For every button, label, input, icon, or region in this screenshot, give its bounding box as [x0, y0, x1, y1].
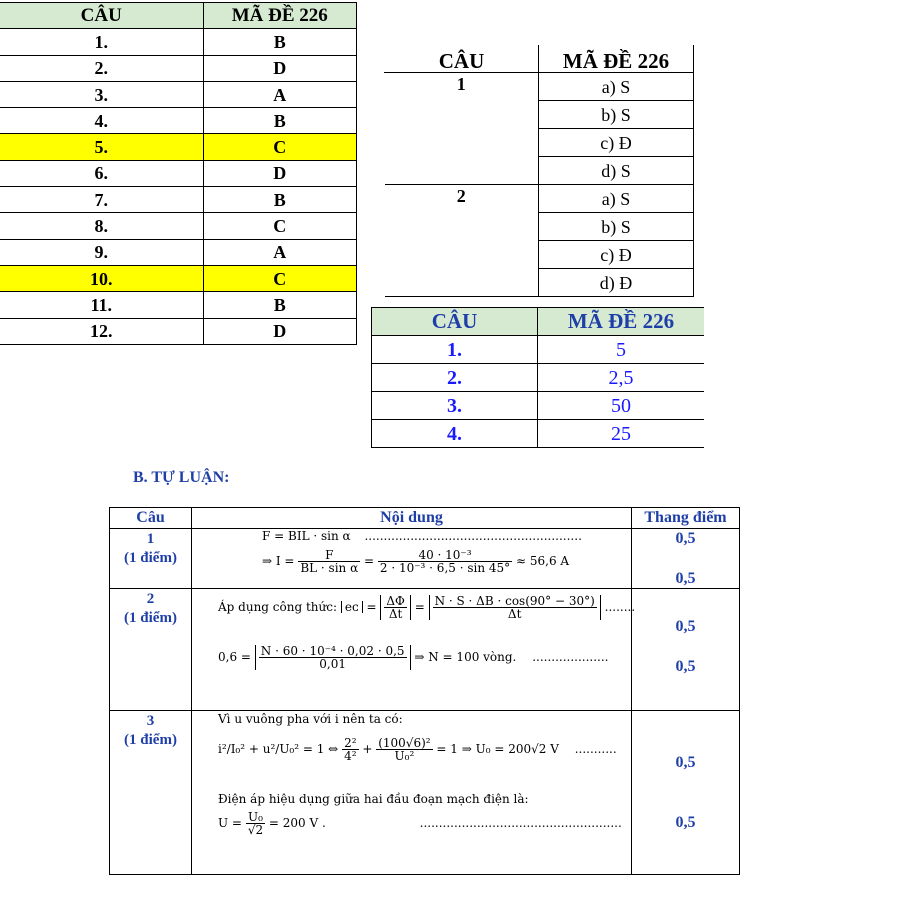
header-ma-de: MÃ ĐỀ 226 [203, 3, 357, 29]
question-number: 5. [0, 134, 203, 160]
header-cau: CÂU [385, 45, 539, 73]
question-number: 3. [372, 392, 538, 420]
formula-result: ⇒ N = 100 vòng. [414, 650, 517, 664]
question-number: 6. [0, 160, 203, 186]
fraction: $\frac{\Delta\Phi}{\Delta t}$ [386, 594, 405, 621]
formula-line: F = BIL · sin α [262, 529, 351, 543]
fraction: $\frac{N \cdot S \cdot \Delta B \cdot \cos(90^\circ - 30^\circ)}{\Delta t}$ [434, 594, 595, 621]
answer: 25 [538, 420, 705, 448]
question-number: 2. [0, 55, 203, 81]
score: 0,5 [675, 530, 696, 547]
answer: 50 [538, 392, 705, 420]
answer: B [203, 108, 357, 134]
answer: b) S [539, 101, 694, 129]
question-number: 8. [0, 213, 203, 239]
answer: c) Đ [539, 241, 694, 269]
content-cell: Áp dụng công thức: eᴄ = $\frac{\Delta\Phi}{\Delta t}$ = $\frac{N \cdot S \cdot \Delta B \cdot \cos(90^\circ - 30^\circ)}{\Delta t}$ ........ 0,6 = $\frac{\text{N · 60 · 10⁻⁴ · 0,02 · 0,5}}{0,01}$ ⇒ N = 100 vòng. .................... [192, 589, 632, 711]
header-cau: Câu [110, 508, 192, 529]
answer: D [203, 160, 357, 186]
answer-table-part2 [384, 45, 694, 297]
fraction: $\frac{\text{N · 60 · 10⁻⁴ · 0,02 · 0,5}}{0,01}$ [260, 644, 405, 671]
fraction: $\frac{\text{U₀}}{√2}$ [247, 810, 264, 837]
score: 0,5 [675, 570, 696, 587]
header-ma-de: MÃ ĐỀ 226 [539, 45, 694, 73]
formula-result: = 200 V . [268, 816, 326, 830]
answer: d) S [539, 157, 694, 185]
header-cau: CÂU [0, 3, 203, 29]
answer: 2,5 [538, 364, 705, 392]
section-title: B. TỰ LUẬN: [133, 469, 230, 486]
fraction: $\frac{\text{2²}}{\text{4²}}$ [344, 736, 357, 763]
answer-table-part1 [0, 2, 357, 345]
text-line: Vì u vuông pha với i nên ta có: [218, 712, 403, 726]
question-points: (1 điểm) [124, 732, 177, 748]
score-cell [632, 711, 740, 875]
answer: D [203, 55, 357, 81]
question-points: (1 điểm) [124, 610, 177, 626]
answer: a) S [539, 185, 694, 213]
answer: B [203, 29, 357, 55]
question-number: 2 [385, 185, 539, 297]
answer: c) Đ [539, 129, 694, 157]
fraction: $\frac{\text{40 · 10⁻³}}{\text{2 · 10⁻³ · 6,5 · sin 45°}}$ [379, 548, 511, 575]
question-number: 11. [0, 292, 203, 318]
question-number: 10. [0, 265, 203, 291]
formula-part: i²/I₀² + u²/U₀² = 1 ⇔ [218, 742, 339, 756]
content-cell: Vì u vuông pha với i nên ta có: i²/I₀² + u²/U₀² = 1 ⇔ $\frac{\text{2²}}{\text{4²}}$ + $\frac{\text{(100√6)²}}{\text{U₀²}}$ = 1 ⇒ U₀ = 200√2 V ........... Điện áp hiệu dụng giữa hai đầu đoạn mạch điện là: U = $\frac{\text{U₀}}{√2}$ = 200 V . ..................................................... [192, 711, 632, 875]
question-cell [110, 589, 192, 711]
score: 0,5 [675, 658, 696, 675]
fraction: $\frac{\text{(100√6)²}}{\text{U₀²}}$ [378, 736, 431, 763]
question-label: 1 [146, 531, 155, 547]
question-number: 2. [372, 364, 538, 392]
question-cell [110, 529, 192, 589]
essay-answer-table [109, 507, 740, 875]
question-number: 4. [372, 420, 538, 448]
score-cell [632, 529, 740, 589]
score-cell [632, 589, 740, 711]
question-number: 9. [0, 239, 203, 265]
formula-result: = 1 ⇒ U₀ = 200√2 V [436, 742, 559, 756]
answer: A [203, 81, 357, 107]
formula-result: ≈ 56,6 A [515, 554, 570, 568]
text-line: Điện áp hiệu dụng giữa hai đầu đoạn mạch điện là: [218, 792, 529, 806]
question-number: 7. [0, 187, 203, 213]
answer: C [203, 134, 357, 160]
formula-prefix: ⇒ I = [262, 554, 295, 568]
header-noi-dung: Nội dung [192, 508, 632, 529]
answer: C [203, 265, 357, 291]
question-number: 4. [0, 108, 203, 134]
formula-abs: eᴄ [341, 601, 363, 613]
answer: a) S [539, 73, 694, 101]
answer: D [203, 318, 357, 344]
score: 0,5 [675, 618, 696, 635]
score: 0,5 [675, 754, 696, 771]
answer: d) Đ [539, 269, 694, 297]
question-number: 1. [0, 29, 203, 55]
answer-table-part3 [371, 307, 704, 448]
question-label: 2 [146, 591, 155, 607]
answer: 5 [538, 336, 705, 364]
fraction: $\frac{F}{\text{BL · sin α}}$ [300, 548, 359, 575]
header-cau: CÂU [372, 308, 538, 336]
answer: b) S [539, 213, 694, 241]
score: 0,5 [675, 814, 696, 831]
question-number: 1. [372, 336, 538, 364]
formula-prefix: 0,6 = [218, 650, 251, 664]
answer: C [203, 213, 357, 239]
question-number: 12. [0, 318, 203, 344]
question-points: (1 điểm) [124, 550, 177, 566]
header-thang-diem: Thang điểm [632, 508, 740, 529]
answer: B [203, 292, 357, 318]
question-label: 3 [146, 713, 155, 729]
question-number: 3. [0, 81, 203, 107]
formula-prefix: Áp dụng công thức: [218, 600, 338, 614]
question-number: 1 [385, 73, 539, 185]
formula-prefix: U = [218, 816, 242, 830]
answer: A [203, 239, 357, 265]
header-ma-de: MÃ ĐỀ 226 [538, 308, 705, 336]
answer: B [203, 187, 357, 213]
content-cell: F = BIL · sin α ......................................................... ⇒ I = $\frac{F}{\text{BL · sin α}}$ = $\frac{\text{40 · 10⁻³}}{\text{2 · 10⁻³ · 6,5 · sin 45°}}$ ≈ 56,6 A [192, 529, 632, 589]
question-cell [110, 711, 192, 875]
